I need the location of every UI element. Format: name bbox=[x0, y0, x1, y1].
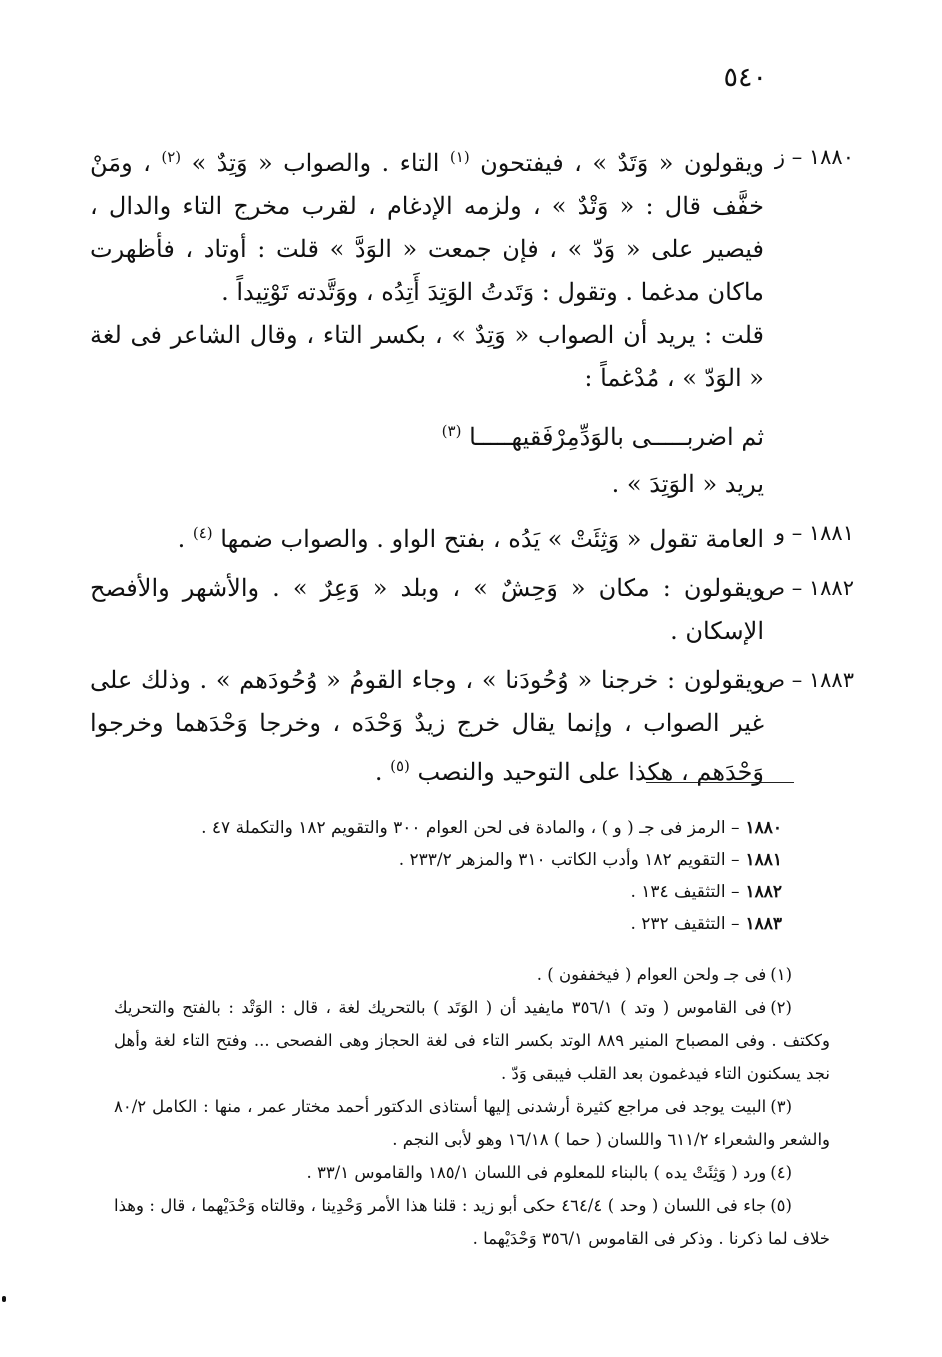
entry-number: ١٨٨٠ – ز bbox=[774, 145, 854, 169]
entry-paragraph: يريد « الوَتِدَ » . bbox=[611, 470, 764, 498]
footnote-ref[interactable]: (٣) bbox=[441, 422, 462, 440]
entry-number: ١٨٨٢ – ص bbox=[759, 576, 854, 600]
entry-paragraph bbox=[90, 512, 764, 561]
sources-list bbox=[142, 812, 782, 940]
footnote bbox=[114, 1189, 830, 1255]
entry-paragraph: قلت : يريد أن الصواب « وَتِدٌ » ، بكسر التاء ، وقال الشاعر فى لغة « الوَدّ » ، مُدْغماً : bbox=[90, 321, 764, 392]
source-number: ١٨٨١ bbox=[745, 850, 782, 870]
main-text bbox=[90, 136, 854, 800]
source-number: ١٨٨٣ bbox=[745, 914, 782, 934]
entry-text: ويقولون : خرجنا « وُحُودَنا » ، وجاء القومُ « وُحُودَهم » . وذلك على غير الصواب ، وإنما يقال خرج زيدٌ وَحْدَه ، وخرجا وَحْدَهما وخرجوا وَحْدَهم ، هكذا على التوحيد والنصب bbox=[90, 666, 764, 786]
entry-text: العامة تقول « وَثِئَتْ » يَدُه ، بفتح الواو . والصواب ضمها bbox=[220, 525, 764, 553]
page-number: ٥٤٠ bbox=[723, 62, 767, 93]
source-line bbox=[142, 908, 782, 940]
source-text: – التثقيف ١٣٤ . bbox=[630, 882, 740, 902]
entry-body bbox=[90, 136, 764, 506]
footnote bbox=[114, 1156, 830, 1189]
footnote bbox=[114, 958, 830, 991]
entry-text: ، ومَنْ خفَّف قال : « وَتْدٌ » ، ولزمه الإدغام ، لقرب مخرج التاء والدال ، فيصير على « وَدّ » ، فإن جمعت « الوَدَّ » قلت : أوتاد ، فأظهرت ماكان مدغما . وتقول : وَتَدتُ الوَتِدَ أَتِدُه ، ووَتَّدته تَوْتِيداً . bbox=[90, 149, 764, 306]
footnote-mark: (١) bbox=[770, 965, 792, 984]
footnote-mark: (٣) bbox=[770, 1097, 792, 1116]
footnote-ref[interactable]: (٤) bbox=[192, 524, 213, 542]
scan-mark bbox=[2, 1296, 6, 1302]
source-number: ١٨٨٠ bbox=[745, 818, 782, 838]
source-line bbox=[142, 876, 782, 908]
entry-1881 bbox=[90, 512, 854, 561]
footnote-text: فى القاموس ( وتد ) ٣٥٦/١ مايفيد أن ( الوَتَد ) بالتحريك لغة ، قال : الوَتْد : بالفتح والتحريك وككتف . وفى المصباح المنير ٨٨٩ الوتد بكسر التاء فى لغة الحجاز وهى الفصحى ... وفتح التاء لغة وأهل نجد يسكنون التاء فيدغمون بعد القلب فيبقى وَدّ . bbox=[114, 998, 830, 1083]
footnotes bbox=[114, 958, 830, 1255]
verse-line bbox=[90, 410, 764, 459]
entry-paragraph bbox=[90, 136, 764, 314]
source-text: – الرمز فى جـ ( و ) ، والمادة فى لحن العوام ٣٠٠ والتقويم ١٨٢ والتكملة ٤٧ . bbox=[201, 818, 740, 838]
entry-text: ويقولون « وَتَدٌ » ، فيفتحون bbox=[480, 149, 764, 177]
footnote-mark: (٢) bbox=[770, 998, 792, 1017]
source-line bbox=[142, 812, 782, 844]
footnote bbox=[114, 1090, 830, 1156]
entry-paragraph bbox=[90, 659, 764, 794]
entry-text: . bbox=[177, 525, 186, 553]
entry-text: التاء . والصواب « وَتِدٌ » bbox=[191, 149, 440, 177]
entry-number: ١٨٨٣ – ص bbox=[759, 668, 854, 692]
footnote-mark: (٥) bbox=[770, 1196, 792, 1215]
footnote-text: ورد ( وَثِئَتْ يده ) بالبناء للمعلوم فى اللسان ١٨٥/١ والقاموس ٣٣/١ . bbox=[306, 1163, 767, 1182]
entry-body bbox=[90, 659, 764, 794]
source-number: ١٨٨٢ bbox=[745, 882, 782, 902]
entry-number: ١٨٨١ – و bbox=[774, 521, 854, 545]
source-line bbox=[142, 844, 782, 876]
entry-1883 bbox=[90, 659, 854, 794]
entry-text: . bbox=[374, 758, 383, 786]
entry-body bbox=[90, 567, 764, 653]
footnote-text: فى جـ ولحن العوام ( فيخففون ) . bbox=[536, 965, 767, 984]
source-text: – التثقيف ٢٣٢ . bbox=[630, 914, 740, 934]
footnote bbox=[114, 991, 830, 1090]
footnote-ref[interactable]: (٢) bbox=[161, 148, 182, 166]
footnote-ref[interactable]: (٥) bbox=[390, 757, 410, 775]
entry-paragraph: ويقولون : مكان « وَحِشٌ » ، وبلد « وَعِرٌ » . والأشهر والأفصح الإسكان . bbox=[90, 574, 764, 645]
entry-1880 bbox=[90, 136, 854, 506]
footnote-separator bbox=[646, 782, 794, 783]
footnote-text: جاء فى اللسان ( وحد ) ٤٦٤/٤ حكى أبو زيد : قلنا هذا الأمر وَحْدِينا ، وقالتاه وَحْدَيْهما ، قال : وهذا خلاف لما ذكرنا . وذكر فى القاموس ٣٥٦/١ وَحْدَيْهما . bbox=[114, 1196, 830, 1248]
verse-text: ثم اضربـــــى بالوَدِّمِرْفَقيهـــــا bbox=[469, 423, 764, 451]
footnote-ref[interactable]: (١) bbox=[449, 148, 470, 166]
entry-body bbox=[90, 512, 764, 561]
source-text: – التقويم ١٨٢ وأدب الكاتب ٣١٠ والمزهر ٢٣٣/٢ . bbox=[398, 850, 740, 870]
footnote-mark: (٤) bbox=[770, 1163, 792, 1182]
footnote-text: البيت يوجد فى مراجع كثيرة أرشدنى إليها أستاذى الدكتور أحمد مختار عمر ، منها : الكامل ٨٠/٢ والشعر والشعراء ٦١١/٢ واللسان ( حما ) ١٦/١٨ وهو لأبى النجم . bbox=[114, 1097, 830, 1149]
entry-1882 bbox=[90, 567, 854, 653]
